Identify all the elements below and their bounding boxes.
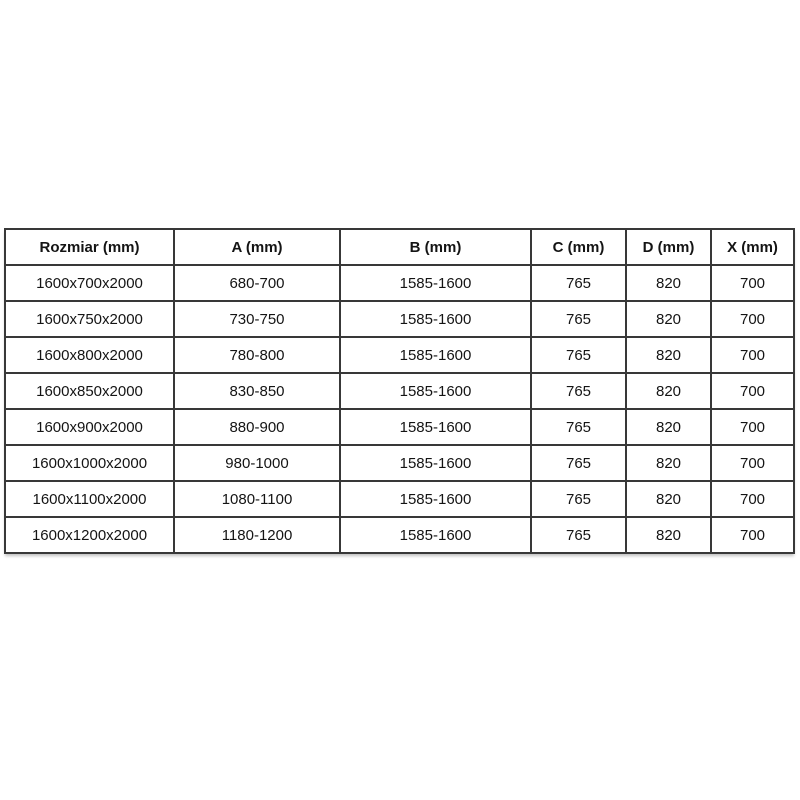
- table-row: [5, 373, 794, 409]
- table-cell: 820: [626, 373, 711, 409]
- table-cell: 700: [711, 409, 794, 445]
- table-row: [5, 409, 794, 445]
- dimensions-table-container: [4, 228, 795, 554]
- table-cell: 820: [626, 517, 711, 553]
- table-cell: 820: [626, 301, 711, 337]
- table-cell: 700: [711, 337, 794, 373]
- table-cell: 880-900: [174, 409, 340, 445]
- column-header: X (mm): [711, 229, 794, 265]
- table-cell: 1585-1600: [340, 301, 531, 337]
- table-row: [5, 481, 794, 517]
- table-cell: 1585-1600: [340, 517, 531, 553]
- table-cell: 700: [711, 517, 794, 553]
- table-cell: 765: [531, 373, 626, 409]
- table-cell: 680-700: [174, 265, 340, 301]
- table-cell: 1585-1600: [340, 409, 531, 445]
- table-cell: 700: [711, 445, 794, 481]
- table-cell: 765: [531, 265, 626, 301]
- table-cell: 1080-1100: [174, 481, 340, 517]
- table-cell: 1585-1600: [340, 265, 531, 301]
- table-cell: 820: [626, 265, 711, 301]
- table-cell: 700: [711, 301, 794, 337]
- table-cell: 730-750: [174, 301, 340, 337]
- column-header: D (mm): [626, 229, 711, 265]
- table-cell: 1585-1600: [340, 445, 531, 481]
- table-cell: 780-800: [174, 337, 340, 373]
- column-header: Rozmiar (mm): [5, 229, 174, 265]
- table-cell: 820: [626, 445, 711, 481]
- table-cell: 1600x1100x2000: [5, 481, 174, 517]
- table-cell: 765: [531, 409, 626, 445]
- column-header: B (mm): [340, 229, 531, 265]
- table-cell: 700: [711, 373, 794, 409]
- table-row: [5, 445, 794, 481]
- table-cell: 820: [626, 337, 711, 373]
- table-cell: 1600x1000x2000: [5, 445, 174, 481]
- dimensions-table: [4, 228, 795, 554]
- table-row: [5, 265, 794, 301]
- table-row: [5, 517, 794, 553]
- table-cell: 830-850: [174, 373, 340, 409]
- table-cell: 1600x800x2000: [5, 337, 174, 373]
- column-header: A (mm): [174, 229, 340, 265]
- table-cell: 1600x1200x2000: [5, 517, 174, 553]
- table-cell: 765: [531, 337, 626, 373]
- table-cell: 1600x700x2000: [5, 265, 174, 301]
- table-cell: 1585-1600: [340, 337, 531, 373]
- table-cell: 1600x900x2000: [5, 409, 174, 445]
- table-cell: 765: [531, 517, 626, 553]
- table-cell: 820: [626, 481, 711, 517]
- table-cell: 765: [531, 445, 626, 481]
- table-cell: 1600x750x2000: [5, 301, 174, 337]
- table-row: [5, 301, 794, 337]
- header-row: [5, 229, 794, 265]
- table-cell: 980-1000: [174, 445, 340, 481]
- table-row: [5, 337, 794, 373]
- table-cell: 1600x850x2000: [5, 373, 174, 409]
- table-cell: 765: [531, 301, 626, 337]
- table-cell: 700: [711, 265, 794, 301]
- table-cell: 1180-1200: [174, 517, 340, 553]
- table-cell: 765: [531, 481, 626, 517]
- column-header: C (mm): [531, 229, 626, 265]
- table-cell: 820: [626, 409, 711, 445]
- table-cell: 700: [711, 481, 794, 517]
- table-cell: 1585-1600: [340, 481, 531, 517]
- table-cell: 1585-1600: [340, 373, 531, 409]
